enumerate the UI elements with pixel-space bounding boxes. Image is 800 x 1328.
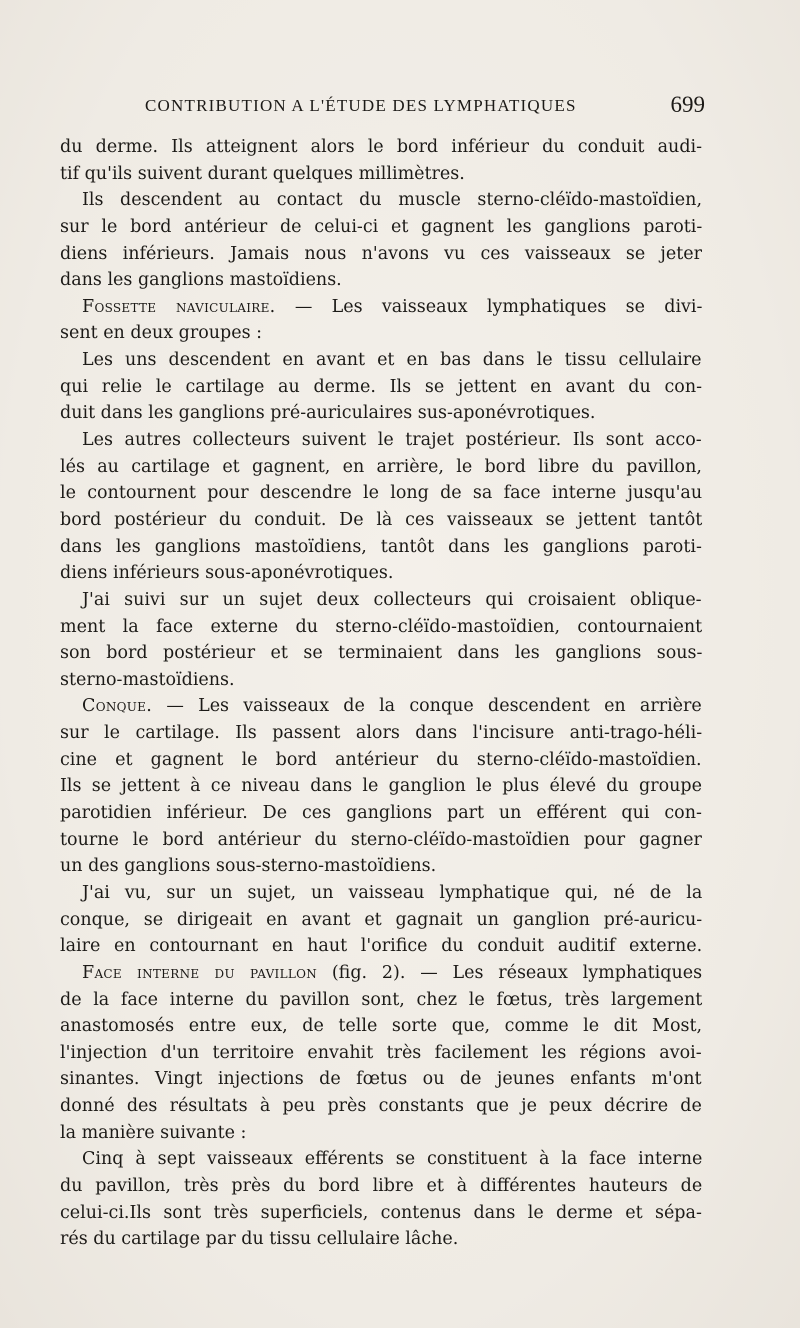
line-text: sinantes. Vingt injections de fœtus ou de jeunes enfants m'ont (60, 1069, 702, 1090)
text-line (60, 667, 702, 694)
line-text: tif qu'ils suivent durant quelques millimètres. (60, 163, 465, 184)
text-line (60, 214, 702, 241)
line-text: Les autres collecteurs suivent le trajet postérieur. Ils sont acco- (82, 430, 702, 451)
page-number: 699 (670, 92, 705, 117)
line-text: ment la face externe du sterno-cléïdo-mastoïdien, contournaient (60, 616, 703, 637)
line-text: parotidien inférieur. De ces ganglions part un efférent qui con- (60, 803, 702, 824)
text-line (60, 614, 702, 641)
text-line (60, 693, 702, 720)
line-text: — Les vaisseaux lymphatiques se divi- (275, 296, 703, 317)
section-heading: Fossette naviculaire. (82, 296, 276, 317)
line-text: J'ai suivi sur un sujet deux collecteurs qui croisaient oblique- (82, 589, 702, 610)
body-text (60, 134, 702, 1253)
line-text: de la face interne du pavillon sont, chez le fœtus, très largement (60, 989, 703, 1010)
text-line (60, 241, 702, 268)
line-text: Cinq à sept vaisseaux efférents se constituent à la face interne (82, 1149, 703, 1170)
text-line (60, 880, 702, 907)
text-line (60, 1093, 702, 1120)
text-line (60, 560, 702, 587)
text-line (60, 1146, 702, 1173)
text-line (60, 1120, 702, 1147)
line-text: diens inférieurs. Jamais nous n'avons vu ces vaisseaux se jeter (60, 243, 702, 264)
text-line (60, 427, 702, 454)
text-line (60, 1040, 702, 1067)
line-text: dans les ganglions mastoïdiens, tantôt dans les ganglions paroti- (60, 536, 702, 557)
line-text: le contournent pour descendre le long de sa face interne jusqu'au (60, 483, 703, 504)
line-text: — Les vaisseaux de la conque descendent en arrière (152, 696, 702, 717)
line-text: donné des résultats à peu près constants que je peux décrire de (60, 1096, 702, 1117)
line-text: celui-ci.Ils sont très superficiels, contenus dans le derme et sépa- (60, 1202, 702, 1223)
text-line (60, 534, 702, 561)
text-line (60, 907, 702, 934)
line-text: sur le bord antérieur de celui-ci et gagnent les ganglions paroti- (60, 216, 703, 237)
running-title: CONTRIBUTION A L'ÉTUDE DES LYMPHATIQUES (145, 96, 577, 115)
text-line (60, 827, 702, 854)
line-text: sur le cartilage. Ils passent alors dans l'incisure anti-trago-héli- (60, 723, 703, 744)
line-text: Ils se jettent à ce niveau dans le ganglion le plus élevé du groupe (60, 776, 702, 797)
text-line (60, 587, 702, 614)
line-text: sterno-mastoïdiens. (60, 669, 235, 690)
line-text: tourne le bord antérieur du sterno-cléïdo-mastoïdien pour gagner (60, 829, 702, 850)
text-line (60, 1200, 702, 1227)
text-line (60, 374, 702, 401)
text-line (60, 267, 702, 294)
text-line (60, 800, 702, 827)
text-line (60, 1013, 702, 1040)
line-text: du derme. Ils atteignent alors le bord inférieur du conduit audi- (60, 137, 703, 157)
line-text: la manière suivante : (60, 1122, 247, 1143)
line-text: lés au cartilage et gagnent, en arrière, le bord libre du pavillon, (60, 456, 702, 477)
text-line (60, 987, 702, 1014)
text-line (60, 773, 702, 800)
line-text: bord postérieur du conduit. De là ces vaisseaux se jettent tantôt (60, 509, 703, 530)
section-heading: Face interne du pavillon (82, 962, 318, 983)
text-line (60, 454, 702, 481)
text-line (60, 507, 702, 534)
line-text: l'injection d'un territoire envahit très facilement les régions avoi- (60, 1042, 702, 1063)
text-line (60, 720, 702, 747)
line-text: son bord postérieur et se terminaient dans les ganglions sous- (60, 643, 703, 664)
line-text: (fig. 2). — Les réseaux lymphatiques (317, 962, 703, 983)
line-text: dans les ganglions mastoïdiens. (60, 270, 342, 291)
line-text: anastomosés entre eux, de telle sorte que, comme le dit Most, (60, 1016, 703, 1037)
line-text: sent en deux groupes : (60, 323, 263, 344)
text-line (60, 1173, 702, 1200)
line-text: Ils descendent au contact du muscle sterno-cléïdo-mastoïdien, (82, 190, 703, 211)
text-line (60, 320, 702, 347)
text-line (60, 933, 702, 960)
text-line (60, 480, 702, 507)
text-line (60, 853, 702, 880)
text-line (60, 1226, 702, 1253)
text-line (60, 960, 702, 987)
line-text: conque, se dirigeait en avant et gagnait un ganglion pré-auricu- (60, 909, 703, 930)
text-line (60, 747, 702, 774)
text-line (60, 134, 702, 161)
text-line (60, 640, 702, 667)
text-line (60, 347, 702, 374)
line-text: diens inférieurs sous-aponévrotiques. (60, 563, 394, 584)
running-head (145, 94, 705, 120)
line-text: J'ai vu, sur un sujet, un vaisseau lymphatique qui, né de la (82, 882, 703, 903)
text-line (60, 294, 702, 321)
text-line (60, 400, 702, 427)
text-line (60, 1066, 702, 1093)
text-line (60, 161, 702, 188)
line-text: laire en contournant en haut l'orifice du conduit auditif externe. (60, 936, 703, 957)
line-text: cine et gagnent le bord antérieur du sterno-cléïdo-mastoïdien. (60, 749, 702, 770)
section-heading: Conque. (82, 696, 153, 717)
line-text: rés du cartilage par du tissu cellulaire lâche. (60, 1229, 459, 1250)
line-text: qui relie le cartilage au derme. Ils se jettent en avant du con- (60, 376, 703, 397)
line-text: duit dans les ganglions pré-auriculaires sus-aponévrotiques. (60, 403, 596, 424)
text-line (60, 187, 702, 214)
line-text: un des ganglions sous-sterno-mastoïdiens. (60, 856, 437, 877)
line-text: Les uns descendent en avant et en bas dans le tissu cellulaire (82, 350, 702, 371)
line-text: du pavillon, très près du bord libre et à différentes hauteurs de (60, 1175, 703, 1196)
